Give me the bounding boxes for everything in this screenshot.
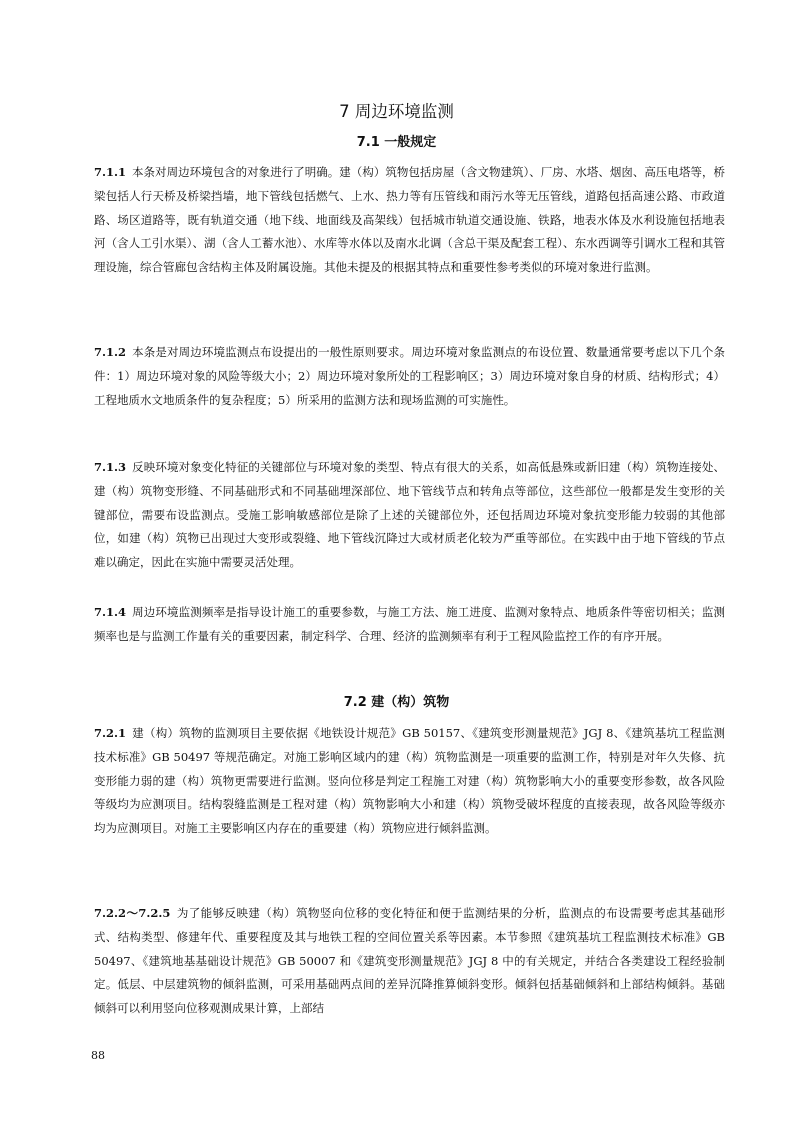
- section-title-7-2: 7.2 建（构）筑物: [343, 695, 450, 710]
- clause-7-1-3: [94, 456, 725, 575]
- clause-number: 7.1.4: [94, 605, 127, 619]
- chapter-title: 7 周边环境监测: [339, 102, 454, 121]
- clause-7-1-2: [94, 341, 725, 412]
- clause-7-1-4: [94, 601, 725, 649]
- section-title-7-1: 7.1 一般规定: [356, 135, 437, 150]
- clause-number: 7.2.1: [94, 726, 127, 740]
- clause-text: 本条是对周边环境监测点布设提出的一般性原则要求。周边环境对象监测点的布设位置、数量通常要考虑以下几个条件：1）周边环境对象的风险等级大小；2）周边环境对象所处的工程影响区；3）周边环境对象自身的材质、结构形式；4）工程地质水文地质条件的复杂程度；5）所采用的监测方法和现场监测的可实施性。: [94, 345, 725, 407]
- clause-text: 建（构）筑物的监测项目主要依据《地铁设计规范》GB 50157、《建筑变形测量规范》JGJ 8、《建筑基坑工程监测技术标准》GB 50497 等规范确定。对施工影响区域内的建（构）筑物监测是一项重要的监测工作，特别是对年久失修、抗变形能力弱的建（构）筑物更需要进行监测。竖向位移是判定工程施工对建（构）筑物影响大小的重要变形参数，故各风险等级均为应测项目。结构裂缝监测是工程对建（构）筑物影响大小和建（构）筑物受破坏程度的直接表现，故各风险等级亦均为应测项目。对施工主要影响区内存在的重要建（构）筑物应进行倾斜监测。: [94, 726, 725, 836]
- clause-text: 为了能够反映建（构）筑物竖向位移的变化特征和便于监测结果的分析，监测点的布设需要考虑其基础形式、结构类型、修建年代、重要程度及其与地铁工程的空间位置关系等因素。本节参照《建筑基坑工程监测技术标准》GB 50497、《建筑地基基础设计规范》GB 50007 和《建筑变形测量规范》JGJ 8 中的有关规定，并结合各类建设工程经验制定。低层、中层建筑物的倾斜监测，可采用基础两点间的差异沉降推算倾斜变形。倾斜包括基础倾斜和上部结构倾斜。基础倾斜可以利用竖向位移观测成果计算，上部结: [94, 906, 726, 1016]
- clause-text: 本条对周边环境包含的对象进行了明确。建（构）筑物包括房屋（含文物建筑）、厂房、水塔、烟囱、高压电塔等，桥梁包括人行天桥及桥梁挡墙，地下管线包括燃气、上水、热力等有压管线和雨污水等无压管线，道路包括高速公路、市政道路、场区道路等，既有轨道交通（地下线、地面线及高架线）包括城市轨道交通设施、铁路，地表水体及水利设施包括地表河（含人工引水渠）、湖（含人工蓄水池）、水库等水体以及南水北调（含总干渠及配套工程）、东水西调等引调水工程和其管理设施，综合管廊包含结构主体及附属设施。其他未提及的根据其特点和重要性参考类似的环境对象进行监测。: [94, 165, 725, 275]
- clause-number: 7.1.3: [94, 460, 127, 474]
- clause-7-2-2-to-7-2-5: [94, 902, 725, 1021]
- clause-number: 7.1.1: [94, 165, 127, 179]
- clause-number: 7.1.2: [94, 345, 127, 359]
- clause-7-2-1: [94, 722, 725, 841]
- clause-text: 周边环境监测频率是指导设计施工的重要参数，与施工方法、施工进度、监测对象特点、地质条件等密切相关；监测频率也是与监测工作量有关的重要因素，制定科学、合理、经济的监测频率有利于工程风险监控工作的有序开展。: [94, 605, 725, 643]
- clause-7-1-1: [94, 161, 725, 280]
- page-number: 88: [91, 1049, 105, 1062]
- clause-text: 反映环境对象变化特征的关键部位与环境对象的类型、特点有很大的关系，如高低悬殊或新旧建（构）筑物连接处、建（构）筑物变形缝、不同基础形式和不同基础埋深部位、地下管线节点和转角点等部位，这些部位一般都是发生变形的关键部位，需要布设监测点。受施工影响敏感部位是除了上述的关键部位外，还包括周边环境对象抗变形能力较弱的其他部位，如建（构）筑物已出现过大变形或裂缝、地下管线沉降过大或材质老化较为严重等部位。在实践中由于地下管线的节点难以确定，因此在实施中需要灵活处理。: [94, 460, 725, 570]
- clause-number: 7.2.2～7.2.5: [94, 906, 171, 920]
